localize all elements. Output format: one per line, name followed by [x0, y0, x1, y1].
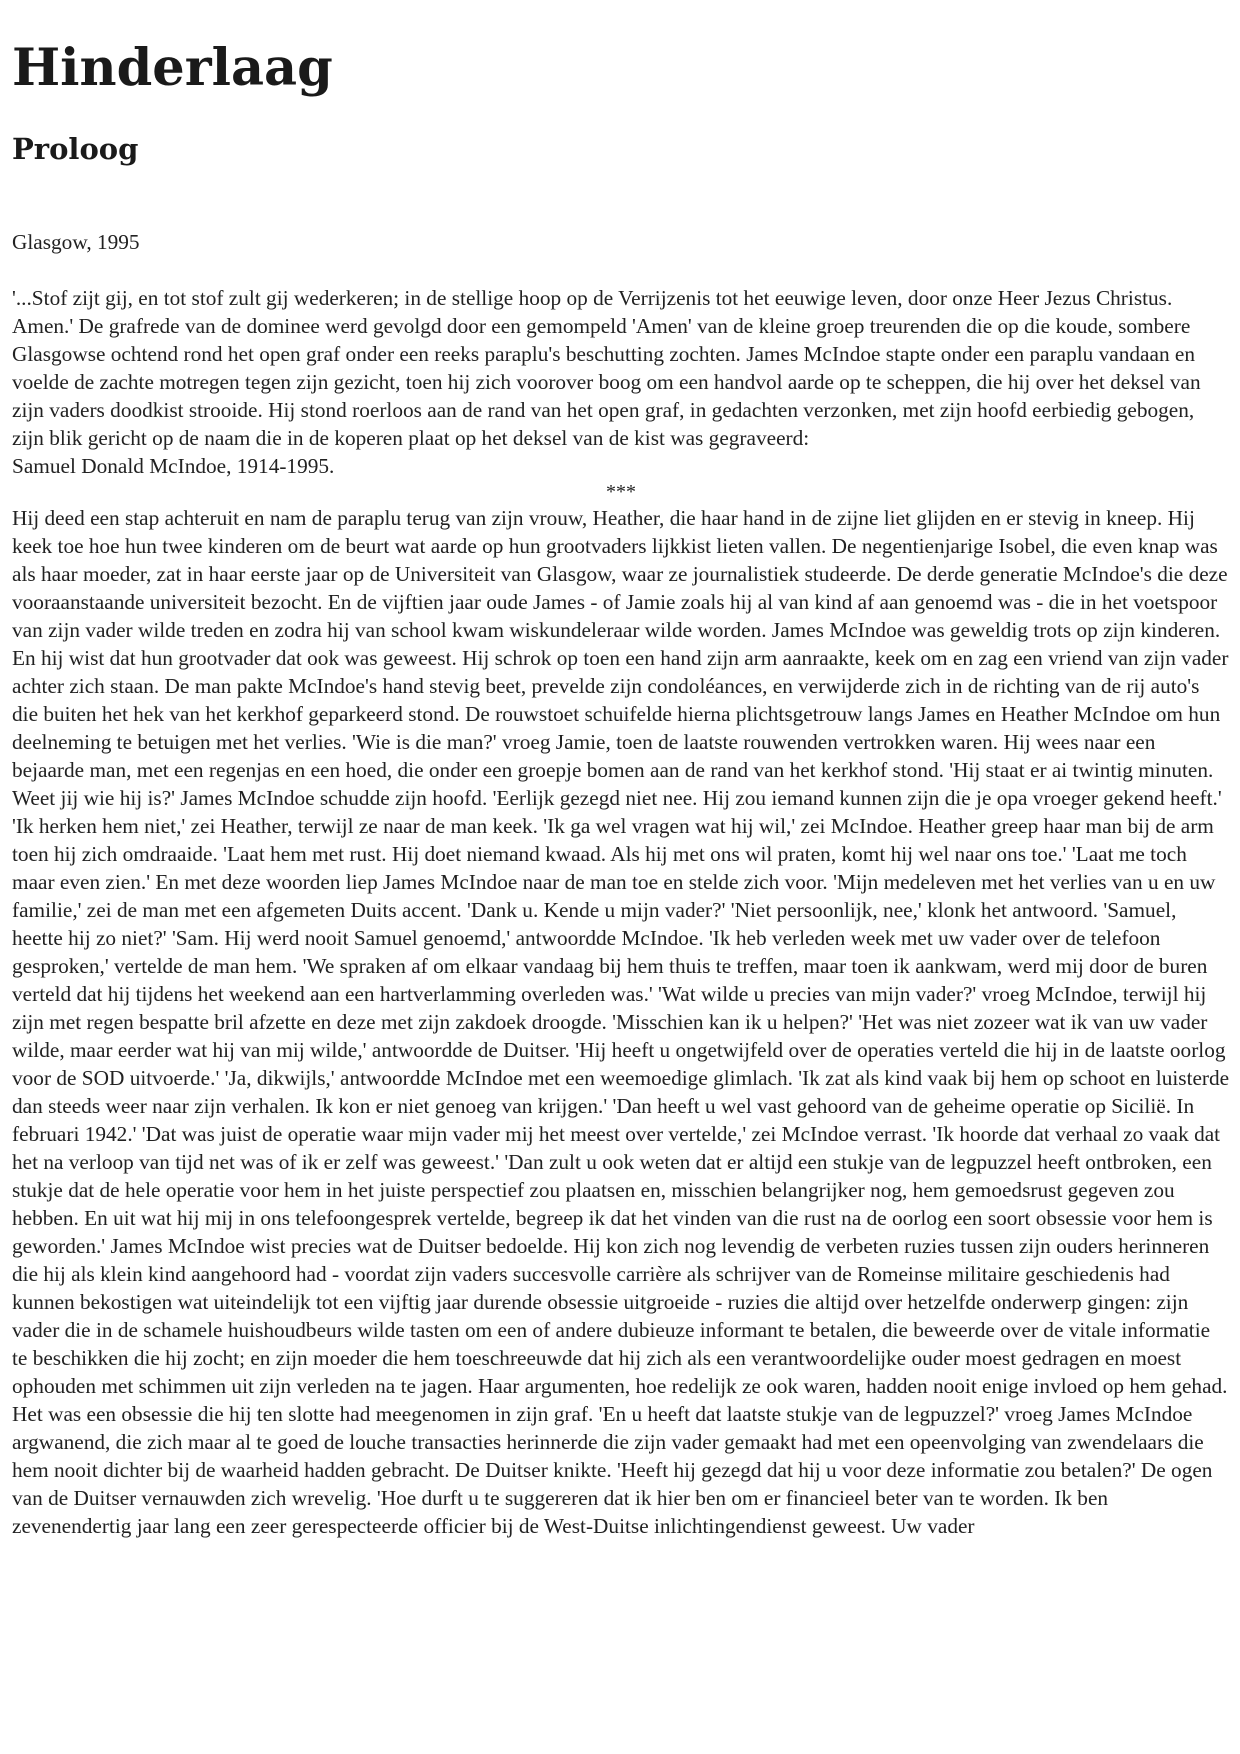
document-page [12, 0, 1230, 1540]
paragraph-1: '...Stof zijt gij, en tot stof zult gij wederkeren; in de stellige hoop op de Verrijzenis tot het eeuwige leven, door onze Heer Jezus Christus. Amen.' De grafrede van de dominee werd gevolgd door een gemompeld 'Amen' van de kleine groep treurenden die op die koude, sombere Glasgowse ochtend rond het open graf onder een reeks paraplu's beschutting zochten. James McIndoe stapte onder een paraplu vandaan en voelde de zachte motregen tegen zijn gezicht, toen hij zich voorover boog om een handvol aarde op te scheppen, die hij over het deksel van zijn vaders doodkist strooide. Hij stond roerloos aan de rand van het open graf, in gedachten verzonken, met zijn hoofd eerbiedig gebogen, zijn blik gericht op de naam die in de koperen plaat op het deksel van de kist was gegraveerd: [12, 286, 1201, 450]
paragraph-2: Hij deed een stap achteruit en nam de paraplu terug van zijn vrouw, Heather, die haar hand in de zijne liet glijden en er stevig in kneep. Hij keek toe hoe hun twee kinderen om de beurt wat aarde op hun grootvaders lijkkist lieten vallen. De negentienjarige Isobel, die even knap was als haar moeder, zat in haar eerste jaar op de Universiteit van Glasgow, waar ze journalistiek studeerde. De derde generatie McIndoe's die deze vooraanstaande universiteit bezocht. En de vijftien jaar oude James - of Jamie zoals hij al van kind af aan genoemd was - die in het voetspoor van zijn vader wilde treden en zodra hij van school kwam wiskundeleraar wilde worden. James McIndoe was geweldig trots op zijn kinderen. En hij wist dat hun grootvader dat ook was geweest. Hij schrok op toen een hand zijn arm aanraakte, keek om en zag een vriend van zijn vader achter zich staan. De man pakte McIndoe's hand stevig beet, prevelde zijn condoléances, en verwijderde zich in de richting van de rij auto's die buiten het hek van het kerkhof geparkeerd stond. De rouwstoet schuifelde hierna plichtsgetrouw langs James en Heather McIndoe om hun deelneming te betuigen met het verlies. 'Wie is die man?' vroeg Jamie, toen de laatste rouwenden vertrokken waren. Hij wees naar een bejaarde man, met een regenjas en een hoed, die onder een groepje bomen aan de rand van het kerkhof stond. 'Hij staat er ai twintig minuten. Weet jij wie hij is?' James McIndoe schudde zijn hoofd. 'Eerlijk gezegd niet nee. Hij zou iemand kunnen zijn die je opa vroeger gekend heeft.' 'Ik herken hem niet,' zei Heather, terwijl ze naar de man keek. 'Ik ga wel vragen wat hij wil,' zei McIndoe. Heather greep haar man bij de arm toen hij zich omdraaide. 'Laat hem met rust. Hij doet niemand kwaad. Als hij met ons wil praten, komt hij wel naar ons toe.' 'Laat me toch maar even zien.' En met deze woorden liep James McIndoe naar de man toe en stelde zich voor. 'Mijn medeleven met het verlies van u en uw familie,' zei de man met een afgemeten Duits accent. 'Dank u. Kende u mijn vader?' 'Niet persoonlijk, nee,' klonk het antwoord. 'Samuel, heette hij zo niet?' 'Sam. Hij werd nooit Samuel genoemd,' antwoordde McIndoe. 'Ik heb verleden week met uw vader over de telefoon gesproken,' vertelde de man hem. 'We spraken af om elkaar vandaag bij hem thuis te treffen, maar toen ik aankwam, werd mij door de buren verteld dat hij tijdens het weekend aan een hartverlamming overleden was.' 'Wat wilde u precies van mijn vader?' vroeg McIndoe, terwijl hij zijn met regen bespatte bril afzette en deze met zijn zakdoek droogde. 'Misschien kan ik u helpen?' 'Het was niet zozeer wat ik van uw vader wilde, maar eerder wat hij van mij wilde,' antwoordde de Duitser. 'Hij heeft u ongetwijfeld over de operaties verteld die hij in de laatste oorlog voor de SOD uitvoerde.' 'Ja, dikwijls,' antwoordde McIndoe met een weemoedige glimlach. 'Ik zat als kind vaak bij hem op schoot en luisterde dan steeds weer naar zijn verhalen. Ik kon er niet genoeg van krijgen.' 'Dan heeft u wel vast gehoord van de geheime operatie op Sicilië. In februari 1942.' 'Dat was juist de operatie waar mijn vader mij het meest over vertelde,' zei McIndoe verrast. 'Ik hoorde dat verhaal zo vaak dat het na verloop van tijd net was of ik er zelf was geweest.' 'Dan zult u ook weten dat er altijd een stukje van de legpuzzel heeft ontbroken, een stukje dat de hele operatie voor hem in het juiste perspectief zou plaatsen en, misschien belangrijker nog, hem gemoedsrust gegeven zou hebben. En uit wat hij mij in ons telefoongesprek vertelde, begreep ik dat het vinden van die rust na de oorlog een soort obsessie voor hem is geworden.' James McIndoe wist precies wat de Duitser bedoelde. Hij kon zich nog levendig de verbeten ruzies tussen zijn ouders herinneren die hij als klein kind aangehoord had - voordat zijn vaders succesvolle carrière als schrijver van de Romeinse militaire geschiedenis had kunnen bekostigen wat uiteindelijk tot een vijftig jaar durende obsessie uitgroeide - ruzies die altijd over hetzelfde onderwerp gingen: zijn vader die in de schamele huishoudbeurs wilde tasten om een of andere dubieuze informant te betalen, die beweerde over de vitale informatie te beschikken die hij zocht; en zijn moeder die hem toeschreeuwde dat hij zich als een verantwoordelijke ouder moest gedragen en moest ophouden met schimmen uit zijn verleden na te jagen. Haar argumenten, hoe redelijk ze ook waren, hadden nooit enige invloed op hem gehad. Het was een obsessie die hij ten slotte had meegenomen in zijn graf. 'En u heeft dat laatste stukje van de legpuzzel?' vroeg James McIndoe argwanend, die zich maar al te goed de louche transacties herinnerde die zijn vader gemaakt had met een opeenvolging van zwendelaars die hem nooit dichter bij de waarheid hadden gebracht. De Duitser knikte. 'Heeft hij gezegd dat hij u voor deze informatie zou betalen?' De ogen van de Duitser vernauwden zich wrevelig. 'Hoe durft u te suggereren dat ik hier ben om er financieel beter van te worden. Ik ben zevenendertig jaar lang een zeer gerespecteerde officier bij de West-Duitse inlichtingendienst geweest. Uw vader [12, 506, 1230, 1538]
inscription-line: Samuel Donald McIndoe, 1914-1995. [12, 454, 335, 478]
place-date: Glasgow, 1995 [12, 230, 140, 254]
section-separator: *** [606, 481, 636, 503]
book-title: Hinderlaag [12, 38, 333, 98]
chapter-heading: Proloog [12, 132, 139, 166]
